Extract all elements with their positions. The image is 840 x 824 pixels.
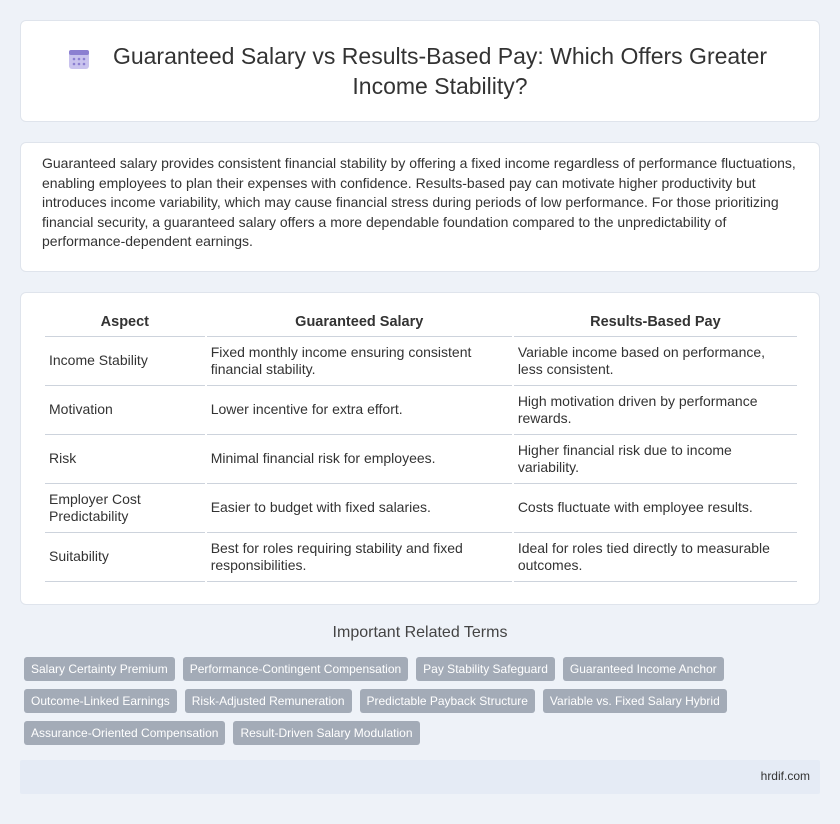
column-header-guaranteed-salary: Guaranteed Salary	[207, 307, 512, 337]
table-cell-aspect: Employer Cost Predictability	[45, 484, 205, 533]
related-terms-list	[24, 657, 824, 745]
table-cell-guaranteed: Fixed monthly income ensuring consistent financial stability.	[207, 337, 512, 386]
related-term-tag[interactable]: Guaranteed Income Anchor	[563, 657, 724, 681]
table-row	[45, 484, 797, 533]
related-term-tag[interactable]: Predictable Payback Structure	[360, 689, 535, 713]
table-row	[45, 386, 797, 435]
table-cell-results: High motivation driven by performance rewards.	[514, 386, 797, 435]
page-title: Guaranteed Salary vs Results-Based Pay: Which Offers Greater Income Stability?	[112, 43, 768, 99]
header-card	[20, 20, 820, 122]
footer-site-link[interactable]: hrdif.com	[760, 769, 810, 783]
table-cell-guaranteed: Minimal financial risk for employees.	[207, 435, 512, 484]
table-cell-results: Ideal for roles tied directly to measurable outcomes.	[514, 533, 797, 582]
table-cell-results: Variable income based on performance, less consistent.	[514, 337, 797, 386]
related-term-tag[interactable]: Pay Stability Safeguard	[416, 657, 555, 681]
table-cell-aspect: Motivation	[45, 386, 205, 435]
table-cell-aspect: Risk	[45, 435, 205, 484]
column-header-results-based-pay: Results-Based Pay	[514, 307, 797, 337]
table-header-row	[45, 307, 797, 337]
table-cell-guaranteed: Best for roles requiring stability and fixed responsibilities.	[207, 533, 512, 582]
related-term-tag[interactable]: Salary Certainty Premium	[24, 657, 175, 681]
related-term-tag[interactable]: Variable vs. Fixed Salary Hybrid	[543, 689, 727, 713]
intro-paragraph: Guaranteed salary provides consistent financial stability by offering a fixed income regardless of performance fluctuations, enabling employees to plan their expenses with confidence. Results-based pay can motivate higher productivity but introduces income variability, which may cause financial stress during periods of low performance. For those prioritizing financial security, a guaranteed salary offers a more dependable foundation compared to the unpredictability of performance-dependent earnings.	[42, 155, 796, 250]
intro-card	[20, 142, 820, 272]
comparison-table-card	[20, 292, 820, 605]
table-row	[45, 435, 797, 484]
footer	[20, 760, 820, 794]
related-terms-title: Important Related Terms	[332, 624, 508, 641]
table-row	[45, 533, 797, 582]
related-term-tag[interactable]: Result-Driven Salary Modulation	[233, 721, 419, 745]
table-cell-aspect: Income Stability	[45, 337, 205, 386]
table-row	[45, 337, 797, 386]
column-header-aspect: Aspect	[45, 307, 205, 337]
table-cell-aspect: Suitability	[45, 533, 205, 582]
table-cell-guaranteed: Easier to budget with fixed salaries.	[207, 484, 512, 533]
related-term-tag[interactable]: Risk-Adjusted Remuneration	[185, 689, 352, 713]
table-cell-results: Higher financial risk due to income variability.	[514, 435, 797, 484]
related-term-tag[interactable]: Assurance-Oriented Compensation	[24, 721, 225, 745]
related-term-tag[interactable]: Performance-Contingent Compensation	[183, 657, 408, 681]
comparison-table	[43, 307, 799, 582]
table-cell-guaranteed: Lower incentive for extra effort.	[207, 386, 512, 435]
table-cell-results: Costs fluctuate with employee results.	[514, 484, 797, 533]
related-term-tag[interactable]: Outcome-Linked Earnings	[24, 689, 177, 713]
